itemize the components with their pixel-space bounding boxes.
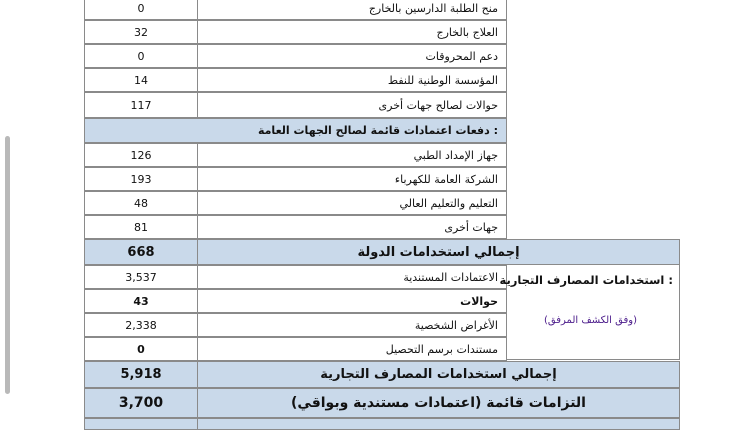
section-header: دفعات اعتمادات قائمة لصالح الجهات العامة : — [84, 118, 507, 143]
value-cell: 3,537 — [84, 265, 198, 289]
value-cell: 0 — [84, 44, 198, 68]
label-cell: الاعتمادات المستندية — [197, 265, 507, 289]
commercial-total-label: إجمالي استخدامات المصارف التجارية — [197, 361, 680, 388]
label-cell: دعم المحروقات — [197, 44, 507, 68]
label-cell: مستندات برسم التحصيل — [197, 337, 507, 361]
label-cell: جهاز الإمداد الطبي — [197, 143, 507, 167]
label-cell: الأغراض الشخصية — [197, 313, 507, 337]
outstanding-value: 3,700 — [84, 388, 198, 418]
state-total-value: 668 — [84, 239, 198, 265]
state-total-label: إجمالي استخدامات الدولة — [197, 239, 680, 265]
value-cell: 14 — [84, 68, 198, 92]
next-row-value-cell — [84, 418, 198, 430]
outstanding-label: التزامات قائمة (اعتمادات مستندية وبواقي) — [197, 388, 680, 418]
value-cell: 193 — [84, 167, 198, 191]
value-cell: 81 — [84, 215, 198, 239]
label-cell: حوالات لصالح جهات أخرى — [197, 92, 507, 118]
value-cell: 43 — [84, 289, 198, 313]
label-cell: منح الطلبة الدارسين بالخارج — [197, 0, 507, 20]
label-cell: التعليم والتعليم العالي — [197, 191, 507, 215]
label-cell: الشركة العامة للكهرباء — [197, 167, 507, 191]
value-cell: 0 — [84, 337, 198, 361]
attached-statement-note: (وفق الكشف المرفق) — [544, 315, 637, 326]
next-row-label-cell — [197, 418, 680, 430]
value-cell: 117 — [84, 92, 198, 118]
value-cell: 0 — [84, 0, 198, 20]
scrollbar[interactable] — [5, 136, 10, 394]
value-cell: 32 — [84, 20, 198, 44]
commercial-total-value: 5,918 — [84, 361, 198, 388]
commercial-banks-title: استخدامات المصارف التجارية : — [499, 273, 673, 287]
value-cell: 48 — [84, 191, 198, 215]
label-cell: حوالات — [197, 289, 507, 313]
label-cell: العلاج بالخارج — [197, 20, 507, 44]
commercial-banks-block — [499, 264, 680, 360]
value-cell: 2,338 — [84, 313, 198, 337]
label-cell: المؤسسة الوطنية للنفط — [197, 68, 507, 92]
label-cell: جهات أخرى — [197, 215, 507, 239]
value-cell: 126 — [84, 143, 198, 167]
